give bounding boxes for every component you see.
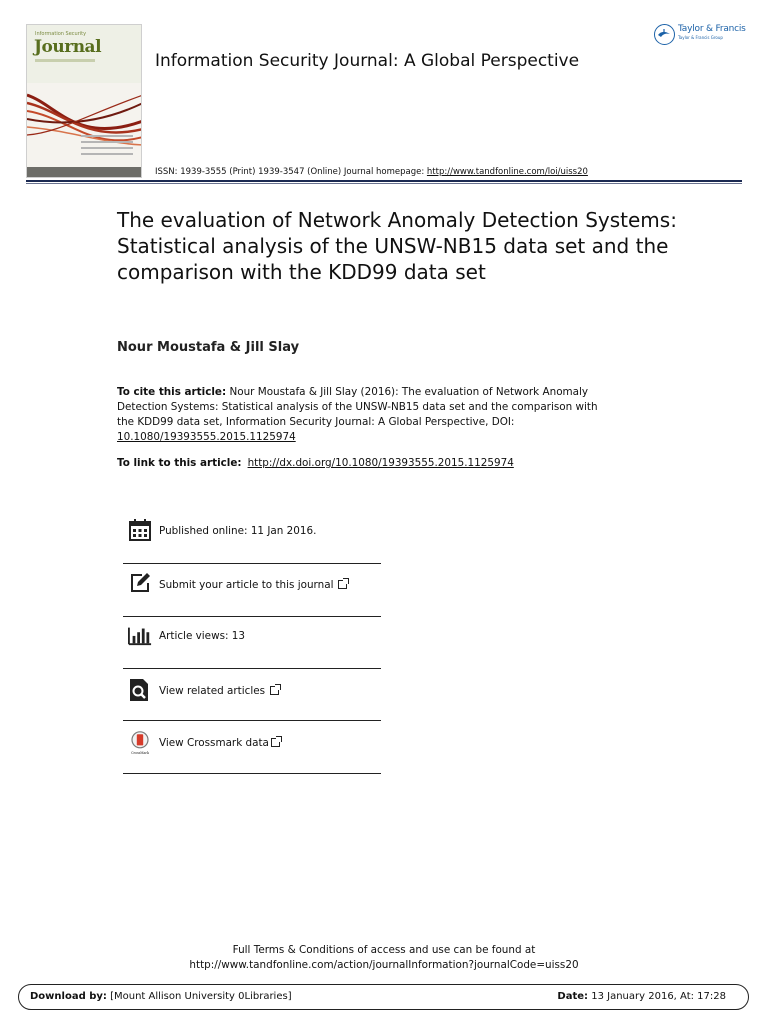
date-label: Date: bbox=[557, 991, 589, 1002]
download-footer bbox=[18, 984, 749, 1010]
related-articles-icon bbox=[128, 678, 152, 702]
crossmark-link[interactable] bbox=[159, 737, 280, 749]
citation-block bbox=[117, 385, 617, 445]
download-by bbox=[30, 991, 292, 1002]
related-articles-label: View related articles bbox=[159, 685, 266, 697]
cover-small-text: Information Security bbox=[35, 31, 87, 37]
cite-text: Nour Moustafa & Jill Slay (2016): The evaluation of Network Anomaly Detection Systems: Statistical analysis of the UNSW-NB15 data set and the comparison with the KDD99 data set, Information Security Journal: A Global Perspective, DOI: bbox=[117, 386, 598, 428]
published-online-text: Published online: 11 Jan 2016. bbox=[159, 525, 317, 537]
cover-footer-band bbox=[27, 167, 141, 177]
article-doi-link[interactable]: http://dx.doi.org/10.1080/19393555.2015.1125974 bbox=[247, 457, 514, 469]
publisher-name: Taylor & Francis bbox=[678, 24, 746, 34]
publisher-logo-icon bbox=[654, 24, 675, 45]
meta-crossmark[interactable] bbox=[123, 721, 381, 774]
calendar-icon bbox=[128, 518, 152, 542]
terms-link[interactable]: http://www.tandfonline.com/action/journalInformation?journalCode=uiss20 bbox=[189, 959, 579, 971]
issn-text: ISSN: 1939-3555 (Print) 1939-3547 (Online) Journal homepage: bbox=[155, 167, 427, 177]
meta-published bbox=[123, 513, 381, 564]
edit-icon bbox=[128, 571, 152, 595]
publisher-logo bbox=[654, 22, 750, 48]
journal-cover-image bbox=[26, 24, 142, 178]
date-value: 13 January 2016, At: 17:28 bbox=[591, 991, 726, 1002]
header-rule-thin bbox=[26, 183, 742, 184]
journal-homepage-link[interactable]: http://www.tandfonline.com/loi/uiss20 bbox=[426, 167, 588, 177]
crossmark-icon bbox=[128, 731, 152, 755]
meta-submit[interactable] bbox=[123, 564, 381, 617]
crossmark-label: View Crossmark data bbox=[159, 737, 269, 749]
article-authors: Nour Moustafa & Jill Slay bbox=[117, 340, 300, 355]
submit-article-link[interactable] bbox=[159, 579, 347, 591]
publisher-subtitle: Taylor & Francis Group bbox=[678, 35, 723, 40]
issn-line bbox=[155, 167, 588, 177]
submit-article-label: Submit your article to this journal bbox=[159, 579, 334, 591]
external-link-icon bbox=[338, 580, 347, 589]
external-link-icon bbox=[270, 686, 279, 695]
related-articles-link[interactable] bbox=[159, 685, 279, 697]
download-label: Download by: bbox=[30, 991, 107, 1002]
article-views-text: Article views: 13 bbox=[159, 630, 246, 642]
article-link-line bbox=[117, 457, 514, 469]
link-label: To link to this article: bbox=[117, 457, 242, 469]
meta-views bbox=[123, 617, 381, 669]
bar-chart-icon bbox=[128, 623, 152, 647]
cover-text-lines bbox=[81, 135, 133, 159]
download-value: [Mount Allison University 0Libraries] bbox=[110, 991, 292, 1002]
download-date bbox=[557, 991, 726, 1002]
cover-journal-word: Journal bbox=[34, 37, 102, 57]
cite-doi-link[interactable]: 10.1080/19393555.2015.1125974 bbox=[117, 431, 296, 443]
journal-title: Information Security Journal: A Global Perspective bbox=[155, 51, 580, 71]
article-title: The evaluation of Network Anomaly Detection Systems: Statistical analysis of the UNSW-NB15 data set and the comparison with the KDD99 data set bbox=[117, 208, 677, 284]
meta-related[interactable] bbox=[123, 669, 381, 721]
cite-label: To cite this article: bbox=[117, 386, 227, 398]
external-link-icon bbox=[271, 738, 280, 747]
terms-line-1: Full Terms & Conditions of access and use can be found at bbox=[232, 944, 536, 956]
terms-block bbox=[0, 943, 768, 973]
crossmark-icon-label: CrossMark bbox=[131, 751, 149, 755]
header-rule bbox=[26, 180, 742, 182]
